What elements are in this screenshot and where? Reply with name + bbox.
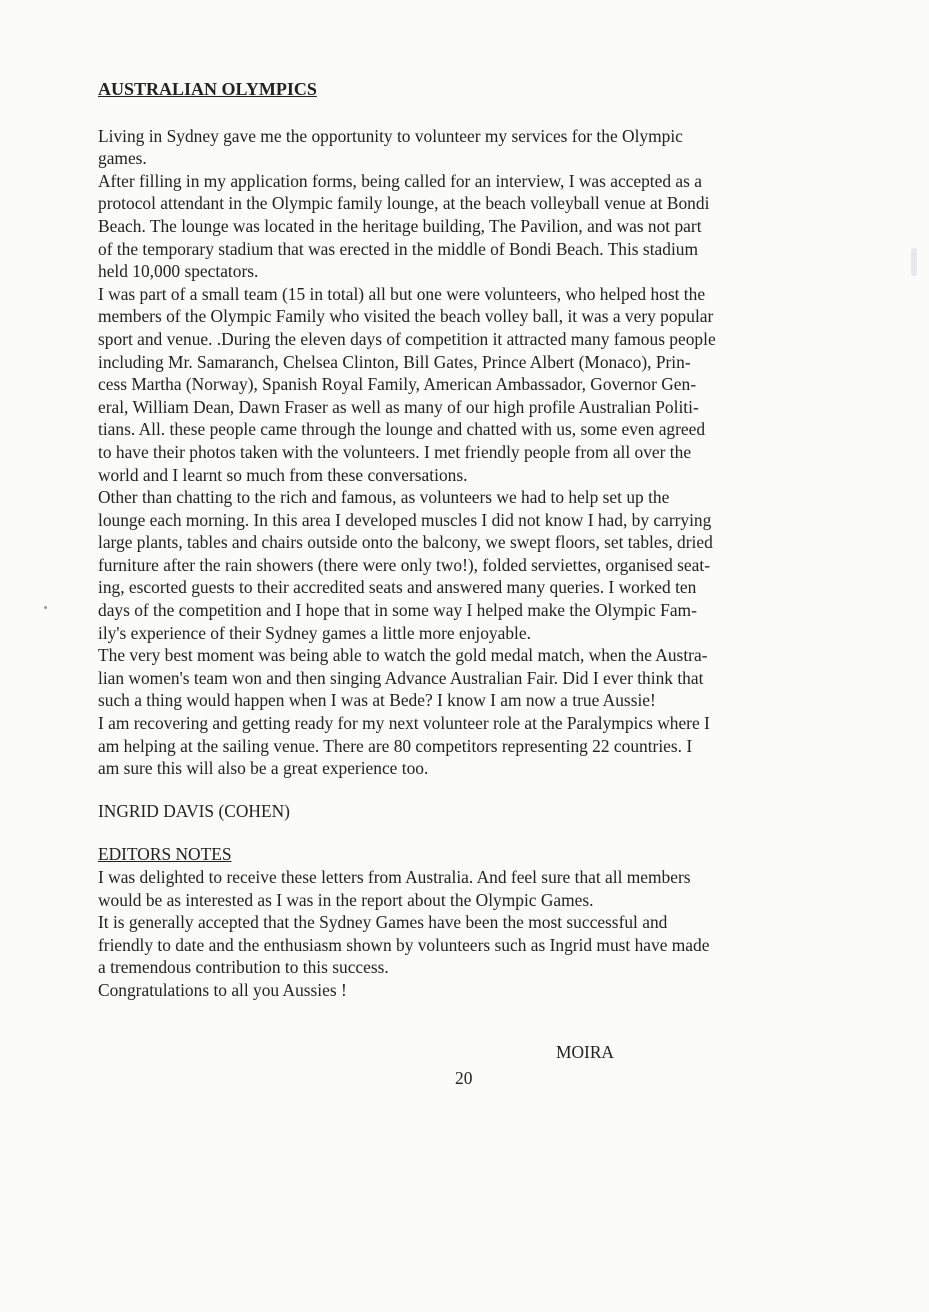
text-line: am helping at the sailing venue. There are 80 competitors representing 22 countries. I [98, 735, 693, 756]
text-line: After filling in my application forms, being called for an interview, I was accepted as a [98, 170, 702, 191]
text-line: large plants, tables and chairs outside onto the balcony, we swept floors, set tables, dried [98, 532, 713, 553]
text-line: furniture after the rain showers (there were only two!), folded serviettes, organised seat- [98, 554, 710, 575]
text-line: such a thing would happen when I was at Bede? I know I am now a true Aussie! [98, 690, 656, 711]
text-line: I was delighted to receive these letters from Australia. And feel sure that all members [98, 867, 691, 887]
text-line: I was part of a small team (15 in total) all but one were volunteers, who helped host the [98, 283, 706, 304]
text-line: would be as interested as I was in the report about the Olympic Games. [98, 889, 594, 910]
text-line: eral, William Dean, Dawn Fraser as well as many of our high profile Australian Politi- [98, 396, 699, 417]
article-signature: INGRID DAVIS (COHEN) [98, 800, 290, 821]
text-line: friendly to date and the enthusiasm shown by volunteers such as Ingrid must have made [98, 934, 710, 955]
text-line: of the temporary stadium that was erected in the middle of Bondi Beach. This stadium [98, 238, 698, 259]
text-line: lian women's team won and then singing Advance Australian Fair. Did I ever think that [98, 667, 704, 688]
text-line: am sure this will also be a great experience too. [98, 758, 429, 779]
text-line: protocol attendant in the Olympic family lounge, at the beach volleyball venue at Bondi [98, 193, 710, 214]
text-line: including Mr. Samaranch, Chelsea Clinton, Bill Gates, Prince Albert (Monaco), Prin- [98, 351, 691, 372]
scan-artifact [911, 248, 917, 276]
document-body [98, 78, 838, 1002]
text-line: games. [98, 148, 147, 169]
text-line: cess Martha (Norway), Spanish Royal Family, American Ambassador, Governor Gen- [98, 374, 697, 395]
text-line: days of the competition and I hope that in some way I helped make the Olympic Fam- [98, 600, 697, 621]
editors-signature: MOIRA [556, 1042, 614, 1062]
text-line: members of the Olympic Family who visited the beach volley ball, it was a very popular [98, 306, 714, 327]
text-line: Other than chatting to the rich and famous, as volunteers we had to help set up the [98, 487, 670, 508]
text-line: sport and venue. .During the eleven days of competition it attracted many famous people [98, 328, 716, 349]
editors-notes-title: EDITORS NOTES [98, 844, 232, 865]
text-line: held 10,000 spectators. [98, 261, 259, 282]
article-title: AUSTRALIAN OLYMPICS [98, 79, 317, 99]
page-number: 20 [455, 1068, 473, 1088]
text-line: Congratulations to all you Aussies ! [98, 979, 347, 1000]
text-line: to have their photos taken with the volunteers. I met friendly people from all over the [98, 441, 692, 462]
text-line: The very best moment was being able to watch the gold medal match, when the Austra- [98, 645, 708, 666]
editors-notes-body [98, 866, 838, 1002]
text-line: tians. All. these people came through the lounge and chatted with us, some even agreed [98, 419, 706, 440]
text-line: a tremendous contribution to this success. [98, 957, 389, 978]
text-line: ing, escorted guests to their accredited seats and answered many queries. I worked ten [98, 577, 697, 598]
scan-artifact-dot [44, 606, 47, 609]
text-line: ily's experience of their Sydney games a little more enjoyable. [98, 622, 531, 643]
text-line: world and I learnt so much from these conversations. [98, 464, 468, 485]
article-body [98, 125, 838, 780]
text-line: It is generally accepted that the Sydney Games have been the most successful and [98, 912, 668, 933]
text-line: lounge each morning. In this area I developed muscles I did not know I had, by carrying [98, 509, 712, 530]
text-line: Beach. The lounge was located in the heritage building, The Pavilion, and was not part [98, 215, 702, 236]
text-line: I am recovering and getting ready for my next volunteer role at the Paralympics where I [98, 713, 710, 734]
text-line: Living in Sydney gave me the opportunity to volunteer my services for the Olympic [98, 125, 683, 146]
